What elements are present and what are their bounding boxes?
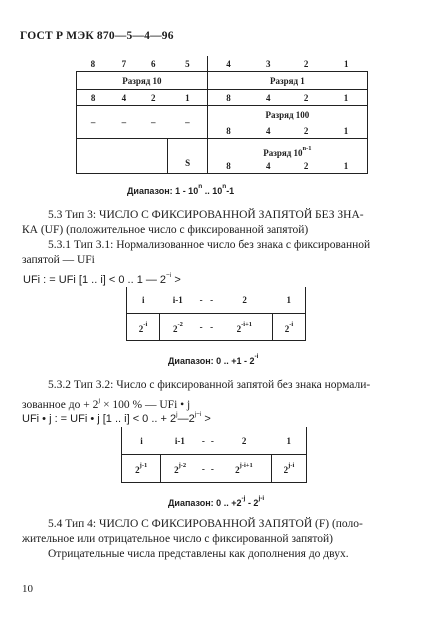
cell: -: [210, 435, 214, 446]
cell: -: [206, 314, 216, 341]
ufi-bit-table: [126, 287, 306, 341]
cell: 4: [226, 58, 231, 69]
dash: –: [168, 106, 207, 139]
cell: 4: [249, 158, 287, 174]
formula-ufi: UFi : = UFi [1 .. i] < 0 .. 1 — $2^{-i}$ >: [23, 272, 181, 286]
cell: 1: [272, 287, 305, 314]
range-caption-2: Диапазон: 0 .. $+1 - 2^{-i}$: [168, 353, 259, 366]
cell: $2^{j-i+1}$: [217, 455, 271, 483]
cell: i-1: [174, 435, 185, 446]
cell: 2: [241, 435, 247, 446]
cell: 5: [168, 56, 207, 72]
section-5-4-note: Отрицательные числа представлены как дополнения до двух.: [48, 548, 349, 560]
cell: 8: [77, 90, 110, 106]
formula-ufij: UFi • j : = UFi • j [1 .. i] < 0 .. + $2^j—2^{j-i}$ >: [22, 411, 211, 425]
cell: 2: [242, 295, 247, 305]
cell: 2: [139, 90, 168, 106]
cell: 2$^{j-i}$: [271, 455, 306, 483]
section-5-4: 5.4 Тип 4: ЧИСЛО С ФИКСИРОВАННОЙ ЗАПЯТОЙ (F) (поло-: [48, 518, 363, 530]
cell: -: [199, 295, 203, 305]
section-5-3-2: 5.3.2 Тип 3.2: Число с фиксированной запятой без знака нормали-: [48, 379, 371, 391]
cell: 1: [168, 90, 207, 106]
section-5-3-1-cont: запятой — UFi: [22, 254, 95, 266]
ufij-bit-table: [121, 427, 307, 483]
page-number: 10: [22, 583, 33, 595]
range-caption-1: Диапазон: 1 - 10$^n$ .. 10$^n$-1: [127, 183, 235, 196]
cell: 1: [325, 123, 367, 139]
section-5-3: 5.3 Тип 3: ЧИСЛО С ФИКСИРОВАННОЙ ЗАПЯТОЙ БЕЗ ЗНА-: [48, 209, 364, 221]
cell: 8: [207, 158, 249, 174]
cell: 2: [303, 58, 309, 69]
cell: 8: [207, 123, 249, 139]
cell: $2^{-i+1}$: [217, 314, 273, 341]
cell: 2$^{j-1}$: [122, 455, 161, 483]
document-header: ГОСТ Р МЭК 870—5—4—96: [20, 30, 174, 42]
digit-1-label: Разряд 1: [207, 72, 367, 90]
cell: 2$^{j-2}$: [161, 455, 199, 483]
cell: 6: [150, 58, 156, 69]
digit-10-label: Разряд 10: [77, 72, 208, 90]
cell: 4: [109, 90, 138, 106]
cell: 7: [121, 58, 127, 69]
digit-100-label: Разряд 100: [207, 106, 367, 124]
cell: 2: [287, 123, 325, 139]
bcd-table: [76, 56, 368, 174]
cell: 1: [344, 58, 349, 69]
section-5-3-2-cont: зованное до + $2^j \times 100$ % — UFi • j: [22, 397, 191, 411]
dash: –: [109, 106, 138, 139]
digit-10n-label: Разряд 10$^{n-1}$: [207, 139, 367, 159]
cell: 8: [207, 90, 249, 106]
cell: -: [208, 455, 217, 483]
cell: -: [201, 435, 205, 446]
cell: $2^{-i}$: [127, 314, 160, 341]
section-5-3-cont: КА (UF) (положительное число с фиксированной запятой): [22, 224, 309, 236]
cell: 4: [249, 90, 287, 106]
cell: i: [127, 287, 160, 314]
cell: -: [199, 455, 208, 483]
cell: i-1: [172, 295, 183, 305]
dash: –: [139, 106, 168, 139]
cell: 1: [325, 158, 367, 174]
cell: 1: [271, 427, 306, 455]
dash: –: [77, 106, 110, 139]
section-5-4-cont: жительное или отрицательное число с фиксированной запятой): [22, 533, 333, 545]
cell: -: [210, 295, 214, 305]
cell: 3: [266, 58, 271, 69]
range-caption-3: Диапазон: 0 .. $+2^{-j} - 2^{j-i}$: [168, 495, 265, 508]
cell: 2: [287, 90, 325, 106]
cell: 2: [287, 158, 325, 174]
cell: $2^{-2}$: [160, 314, 196, 341]
empty-cell: [77, 139, 168, 174]
cell: 1: [325, 90, 367, 106]
section-5-3-1: 5.3.1 Тип 3.1: Нормализованное число без знака с фиксированной: [48, 239, 371, 251]
cell: 4: [249, 123, 287, 139]
cell: -: [196, 314, 206, 341]
cell: $2^{-i}$: [272, 314, 305, 341]
sign-bit: S: [168, 139, 207, 174]
cell: 8: [90, 58, 96, 69]
cell: i: [122, 427, 161, 455]
